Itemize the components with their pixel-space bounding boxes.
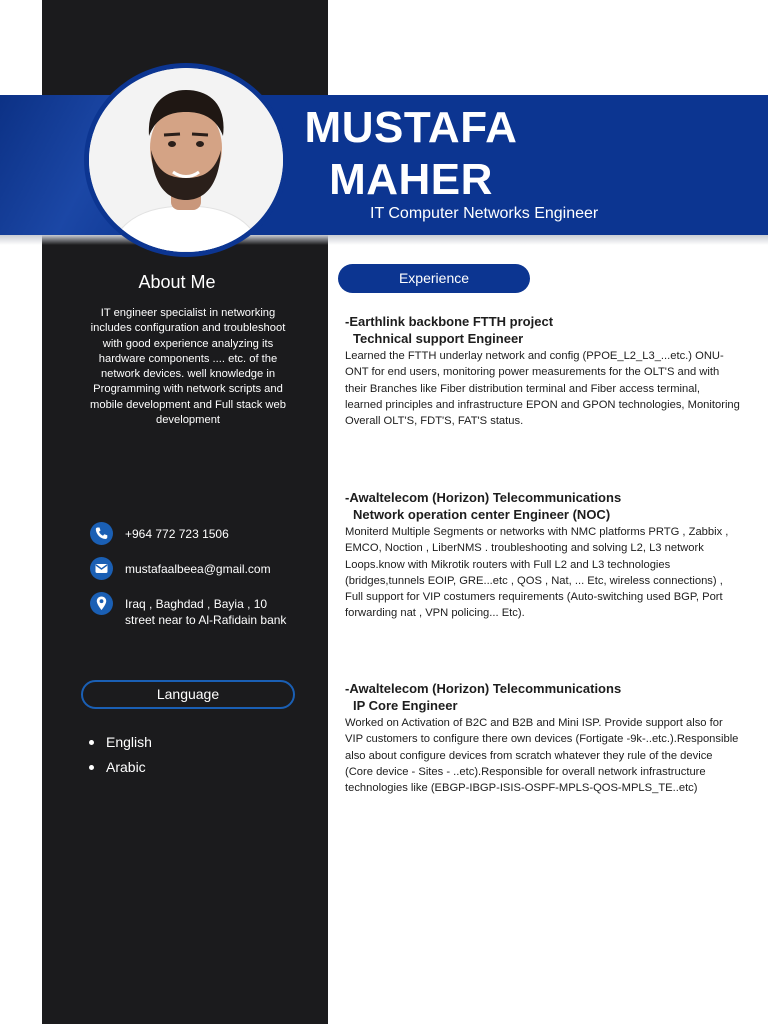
phone-number[interactable]: +964 772 723 1506 xyxy=(125,527,229,541)
language-list xyxy=(86,733,152,783)
profile-photo-image xyxy=(89,68,283,252)
language-item: Arabic xyxy=(86,758,152,783)
job-title: Technical support Engineer xyxy=(353,331,524,346)
email-address[interactable]: mustafaalbeea@gmail.com xyxy=(125,562,271,576)
mail-icon xyxy=(90,557,113,580)
phone-icon xyxy=(90,522,113,545)
experience-entry-earthlink xyxy=(345,313,740,429)
job-role: IT Computer Networks Engineer xyxy=(370,205,599,222)
header-shadow xyxy=(0,235,768,245)
profile-photo xyxy=(84,63,288,257)
full-name xyxy=(296,102,526,206)
experience-entry-noc xyxy=(345,489,740,622)
job-title: IP Core Engineer xyxy=(353,698,458,713)
job-company: -Earthlink backbone FTTH project xyxy=(345,314,554,329)
job-company: -Awaltelecom (Horizon) Telecommunications xyxy=(345,681,622,696)
about-title: About Me xyxy=(138,272,216,292)
job-description: Learned the FTTH underlay network and config (PPOE_L2_L3_...etc.) ONU-ONT for end users, monitoring power measurements for the OLT'S and with their Branches like Fiber distribution terminal and Fiber access terminal, learned principles and infrastructure EPON and GPON technologies, Monitoring Overall OLT'S, FDT'S, FAT'S status. xyxy=(345,350,740,428)
experience-entry-ip-core xyxy=(345,680,740,796)
address-text: Iraq , Baghdad , Bayia , 10 street near to Al-Rafidain bank xyxy=(125,597,287,627)
job-description: Moniterd Multiple Segments or networks with NMC platforms PRTG , Zabbix , EMCO, Noction , LiberNMS . troubleshooting and solving L2, L3 network Loops.know with Mikrotik routers with Full L2 and L3 technologies (bridges,tunnels EOIP, GRE...etc , QOS , Nat, ... Etc, wireless connections) , Full support for VIP costumers requirements (Auto-switching used BGP, Port forwarding nat , VPN policing... Etc). xyxy=(345,526,729,620)
first-name: MUSTAFA xyxy=(304,103,518,152)
last-name: MAHER xyxy=(329,155,493,204)
language-item: English xyxy=(86,733,152,758)
job-company: -Awaltelecom (Horizon) Telecommunications xyxy=(345,490,622,505)
job-title: Network operation center Engineer (NOC) xyxy=(353,507,611,522)
experience-heading: Experience xyxy=(338,264,530,293)
about-text: IT engineer specialist in networking includes configuration and troubleshoot with good experience analyzing its hardware components .... etc. of the network devices. well knowledge in Programming with network scripts and mobile development and Full stack web development xyxy=(90,307,286,427)
job-description: Worked on Activation of B2C and B2B and Mini ISP. Provide support also for VIP customers to configure there own devices (Fortigate -9k-..etc.).Responsible also about configure devices from scratch whatever they rule of the device (Core device - Sites - ..etc).Responsible for overall network infrastructure technologies like (EBGP-IBGP-ISIS-OSPF-MPLS-QOS-MPLS_TE..etc) xyxy=(345,717,739,795)
person-portrait-icon xyxy=(89,68,283,252)
location-pin-icon xyxy=(90,592,113,615)
language-heading: Language xyxy=(81,680,295,709)
